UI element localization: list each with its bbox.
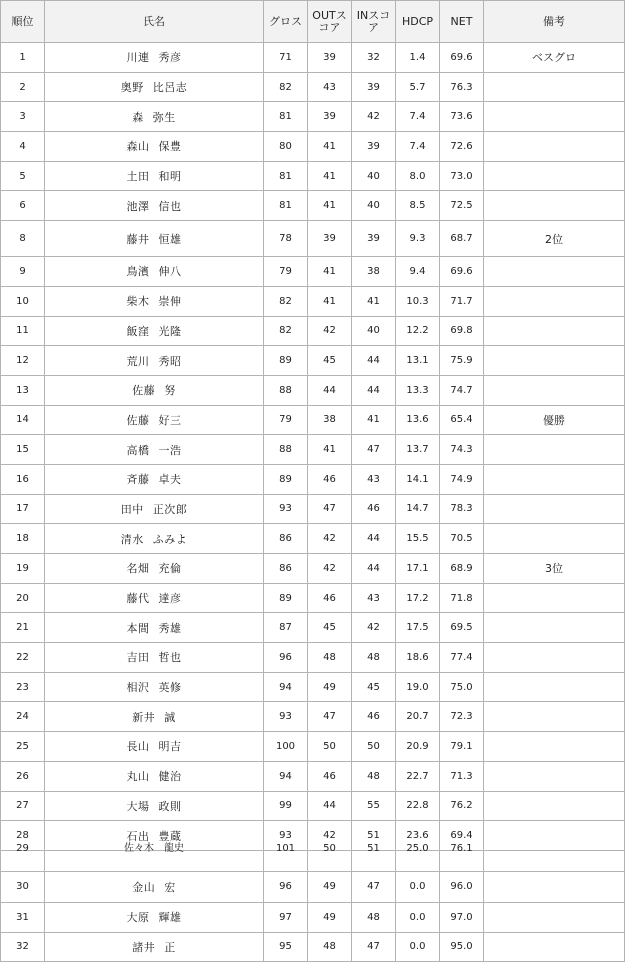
- cell-note: [484, 191, 625, 221]
- cell-hdcp: 23.6: [396, 821, 440, 851]
- cell-hdcp: 0.0: [396, 871, 440, 902]
- cell-note: 優勝: [484, 405, 625, 435]
- cell-hdcp: 13.6: [396, 405, 440, 435]
- cell-gross: 82: [264, 72, 308, 102]
- cell-name: 丸山 健治: [45, 761, 264, 791]
- cell-name: 荒川 秀昭: [45, 346, 264, 376]
- cell-net: 72.5: [440, 191, 484, 221]
- cell-gross: 96: [264, 643, 308, 673]
- cell-hdcp: 25.0: [396, 850, 440, 871]
- table-row-clipped: [1, 850, 625, 871]
- table-row: [1, 375, 625, 405]
- cell-out: 41: [308, 286, 352, 316]
- cell-gross: 81: [264, 161, 308, 191]
- col-header-in-score: INスコ ア: [352, 1, 396, 43]
- cell-net: 70.5: [440, 524, 484, 554]
- cell-net: 68.7: [440, 221, 484, 257]
- cell-note: [484, 871, 625, 902]
- cell-in: 51: [352, 821, 396, 851]
- cell-rank: 14: [1, 405, 45, 435]
- cell-rank: 6: [1, 191, 45, 221]
- table-row: [1, 464, 625, 494]
- cell-rank: 20: [1, 583, 45, 613]
- cell-hdcp: 20.7: [396, 702, 440, 732]
- cell-gross: 80: [264, 132, 308, 162]
- cell-gross: 81: [264, 102, 308, 132]
- cell-rank: 24: [1, 702, 45, 732]
- cell-rank: 16: [1, 464, 45, 494]
- cell-in: 39: [352, 221, 396, 257]
- table-row: [1, 672, 625, 702]
- cell-rank: 22: [1, 643, 45, 673]
- cell-out: 49: [308, 672, 352, 702]
- cell-net: 71.8: [440, 583, 484, 613]
- cell-out: 45: [308, 346, 352, 376]
- cell-note: [484, 932, 625, 962]
- cell-name: 藤井 恒雄: [45, 221, 264, 257]
- cell-note: [484, 286, 625, 316]
- cell-gross: 101: [264, 850, 308, 871]
- cell-net: 74.9: [440, 464, 484, 494]
- cell-net: 75.0: [440, 672, 484, 702]
- cell-net: 76.1: [440, 850, 484, 871]
- cell-in: 47: [352, 435, 396, 465]
- cell-hdcp: 22.8: [396, 791, 440, 821]
- cell-gross: 100: [264, 732, 308, 762]
- cell-in: 44: [352, 346, 396, 376]
- cell-name: 飯窪 光隆: [45, 316, 264, 346]
- cell-net: 78.3: [440, 494, 484, 524]
- cell-name: 諸井 正: [45, 932, 264, 962]
- cell-net: 73.0: [440, 161, 484, 191]
- cell-out: 39: [308, 102, 352, 132]
- col-header-out-score: OUTス コア: [308, 1, 352, 43]
- cell-rank: 32: [1, 932, 45, 962]
- table-row: [1, 257, 625, 287]
- cell-in: 44: [352, 375, 396, 405]
- cell-name: 吉田 哲也: [45, 643, 264, 673]
- cell-gross: 86: [264, 524, 308, 554]
- cell-note: [484, 435, 625, 465]
- cell-net: 74.3: [440, 435, 484, 465]
- cell-note: [484, 702, 625, 732]
- cell-in: 43: [352, 583, 396, 613]
- cell-in: 40: [352, 191, 396, 221]
- cell-in: 43: [352, 464, 396, 494]
- cell-net: 95.0: [440, 932, 484, 962]
- table-row: [1, 932, 625, 962]
- cell-out: 39: [308, 221, 352, 257]
- cell-note: [484, 524, 625, 554]
- table-row: [1, 286, 625, 316]
- cell-rank: 28: [1, 821, 45, 851]
- cell-name: 川連 秀彦: [45, 43, 264, 73]
- cell-rank: 8: [1, 221, 45, 257]
- cell-in: 40: [352, 161, 396, 191]
- cell-note: 3位: [484, 554, 625, 584]
- cell-rank: 11: [1, 316, 45, 346]
- cell-net: 69.6: [440, 43, 484, 73]
- cell-gross: 94: [264, 761, 308, 791]
- cell-name: 森 弥生: [45, 102, 264, 132]
- cell-in: 48: [352, 761, 396, 791]
- cell-out: 38: [308, 405, 352, 435]
- table-row: [1, 702, 625, 732]
- cell-rank: 3: [1, 102, 45, 132]
- cell-rank: 23: [1, 672, 45, 702]
- col-header-hdcp: HDCP: [396, 1, 440, 43]
- cell-net: 72.3: [440, 702, 484, 732]
- cell-rank: 18: [1, 524, 45, 554]
- cell-note: [484, 102, 625, 132]
- cell-net: 76.3: [440, 72, 484, 102]
- table-row: [1, 132, 625, 162]
- cell-net: 73.6: [440, 102, 484, 132]
- cell-in: 45: [352, 672, 396, 702]
- cell-out: 49: [308, 902, 352, 932]
- cell-net: 75.9: [440, 346, 484, 376]
- cell-note: [484, 902, 625, 932]
- table-row: [1, 643, 625, 673]
- cell-net: 69.4: [440, 821, 484, 851]
- table-row: [1, 161, 625, 191]
- cell-hdcp: 12.2: [396, 316, 440, 346]
- cell-hdcp: 0.0: [396, 902, 440, 932]
- cell-rank: 1: [1, 43, 45, 73]
- cell-note: [484, 346, 625, 376]
- cell-out: 46: [308, 583, 352, 613]
- cell-hdcp: 0.0: [396, 932, 440, 962]
- cell-name: 佐藤 努: [45, 375, 264, 405]
- cell-note: [484, 316, 625, 346]
- cell-rank: 9: [1, 257, 45, 287]
- cell-name: 森山 保豊: [45, 132, 264, 162]
- cell-gross: 82: [264, 316, 308, 346]
- cell-note: [484, 732, 625, 762]
- cell-net: 68.9: [440, 554, 484, 584]
- cell-gross: 94: [264, 672, 308, 702]
- col-header-note: 備考: [484, 1, 625, 43]
- cell-net: 97.0: [440, 902, 484, 932]
- cell-hdcp: 7.4: [396, 102, 440, 132]
- cell-out: 45: [308, 613, 352, 643]
- cell-gross: 93: [264, 494, 308, 524]
- cell-out: 47: [308, 494, 352, 524]
- cell-note: [484, 850, 625, 871]
- cell-out: 48: [308, 932, 352, 962]
- cell-in: 44: [352, 524, 396, 554]
- cell-name: 鳥濱 伸八: [45, 257, 264, 287]
- cell-out: 39: [308, 43, 352, 73]
- cell-hdcp: 17.5: [396, 613, 440, 643]
- table-row: [1, 791, 625, 821]
- cell-gross: 95: [264, 932, 308, 962]
- table-row: [1, 761, 625, 791]
- cell-out: 41: [308, 161, 352, 191]
- cell-note: [484, 132, 625, 162]
- cell-hdcp: 9.3: [396, 221, 440, 257]
- cell-name: 斉藤 卓夫: [45, 464, 264, 494]
- cell-name: 池澤 信也: [45, 191, 264, 221]
- cell-note: [484, 161, 625, 191]
- cell-name: 名畑 充倫: [45, 554, 264, 584]
- cell-hdcp: 1.4: [396, 43, 440, 73]
- cell-net: 65.4: [440, 405, 484, 435]
- cell-rank: 21: [1, 613, 45, 643]
- cell-note: [484, 494, 625, 524]
- cell-note: [484, 791, 625, 821]
- cell-note: [484, 464, 625, 494]
- cell-gross: 79: [264, 405, 308, 435]
- table-row: [1, 613, 625, 643]
- cell-rank: 19: [1, 554, 45, 584]
- cell-out: 49: [308, 871, 352, 902]
- cell-hdcp: 15.5: [396, 524, 440, 554]
- cell-hdcp: 13.3: [396, 375, 440, 405]
- cell-gross: 71: [264, 43, 308, 73]
- cell-net: 77.4: [440, 643, 484, 673]
- cell-net: 76.2: [440, 791, 484, 821]
- table-row: [1, 821, 625, 851]
- cell-in: 50: [352, 732, 396, 762]
- results-body: [1, 43, 625, 962]
- cell-name: 佐藤 好三: [45, 405, 264, 435]
- cell-in: 47: [352, 871, 396, 902]
- cell-gross: 89: [264, 583, 308, 613]
- cell-net: 79.1: [440, 732, 484, 762]
- col-header-gross: グロス: [264, 1, 308, 43]
- cell-note: [484, 761, 625, 791]
- cell-gross: 93: [264, 702, 308, 732]
- cell-hdcp: 17.2: [396, 583, 440, 613]
- cell-out: 42: [308, 316, 352, 346]
- cell-hdcp: 13.1: [396, 346, 440, 376]
- cell-net: 69.6: [440, 257, 484, 287]
- cell-rank: 15: [1, 435, 45, 465]
- cell-note: [484, 72, 625, 102]
- cell-rank: 25: [1, 732, 45, 762]
- cell-net: 71.7: [440, 286, 484, 316]
- cell-note: 2位: [484, 221, 625, 257]
- cell-in: 46: [352, 494, 396, 524]
- col-header-name: 氏名: [45, 1, 264, 43]
- cell-net: 72.6: [440, 132, 484, 162]
- table-row: [1, 902, 625, 932]
- cell-out: 42: [308, 821, 352, 851]
- cell-hdcp: 8.0: [396, 161, 440, 191]
- col-header-rank: 順位: [1, 1, 45, 43]
- cell-name: 柴木 崇伸: [45, 286, 264, 316]
- cell-name: 大原 輝雄: [45, 902, 264, 932]
- cell-out: 41: [308, 435, 352, 465]
- cell-note: [484, 583, 625, 613]
- cell-out: 46: [308, 761, 352, 791]
- cell-hdcp: 9.4: [396, 257, 440, 287]
- cell-gross: 88: [264, 435, 308, 465]
- cell-out: 41: [308, 191, 352, 221]
- cell-out: 46: [308, 464, 352, 494]
- cell-in: 47: [352, 932, 396, 962]
- cell-hdcp: 8.5: [396, 191, 440, 221]
- cell-rank: 4: [1, 132, 45, 162]
- cell-in: 55: [352, 791, 396, 821]
- cell-net: 69.8: [440, 316, 484, 346]
- cell-name: 相沢 英修: [45, 672, 264, 702]
- cell-gross: 82: [264, 286, 308, 316]
- cell-hdcp: 10.3: [396, 286, 440, 316]
- cell-out: 42: [308, 524, 352, 554]
- cell-out: 42: [308, 554, 352, 584]
- cell-in: 42: [352, 102, 396, 132]
- table-row: [1, 346, 625, 376]
- cell-net: 69.5: [440, 613, 484, 643]
- header-row: [1, 1, 625, 43]
- cell-out: 47: [308, 702, 352, 732]
- cell-in: 41: [352, 286, 396, 316]
- table-row: [1, 871, 625, 902]
- cell-rank: 29: [1, 850, 45, 871]
- table-row: [1, 43, 625, 73]
- cell-out: 41: [308, 257, 352, 287]
- cell-hdcp: 14.1: [396, 464, 440, 494]
- cell-gross: 99: [264, 791, 308, 821]
- cell-in: 39: [352, 72, 396, 102]
- cell-rank: 2: [1, 72, 45, 102]
- cell-out: 50: [308, 850, 352, 871]
- cell-net: 71.3: [440, 761, 484, 791]
- cell-note: [484, 643, 625, 673]
- cell-name: 金山 宏: [45, 871, 264, 902]
- cell-in: 40: [352, 316, 396, 346]
- cell-out: 44: [308, 791, 352, 821]
- table-row: [1, 405, 625, 435]
- cell-in: 41: [352, 405, 396, 435]
- cell-note: [484, 257, 625, 287]
- cell-out: 43: [308, 72, 352, 102]
- cell-rank: 27: [1, 791, 45, 821]
- cell-in: 48: [352, 643, 396, 673]
- cell-name: 長山 明吉: [45, 732, 264, 762]
- cell-gross: 86: [264, 554, 308, 584]
- cell-rank: 31: [1, 902, 45, 932]
- cell-name: 新井 誠: [45, 702, 264, 732]
- cell-gross: 88: [264, 375, 308, 405]
- cell-hdcp: 20.9: [396, 732, 440, 762]
- cell-in: 39: [352, 132, 396, 162]
- cell-hdcp: 19.0: [396, 672, 440, 702]
- cell-gross: 81: [264, 191, 308, 221]
- cell-gross: 79: [264, 257, 308, 287]
- cell-note: [484, 672, 625, 702]
- cell-in: 44: [352, 554, 396, 584]
- cell-out: 41: [308, 132, 352, 162]
- cell-name: 清水 ふみよ: [45, 524, 264, 554]
- cell-out: 44: [308, 375, 352, 405]
- table-row: [1, 524, 625, 554]
- cell-in: 46: [352, 702, 396, 732]
- cell-hdcp: 14.7: [396, 494, 440, 524]
- table-row: [1, 102, 625, 132]
- cell-rank: 26: [1, 761, 45, 791]
- cell-hdcp: 13.7: [396, 435, 440, 465]
- cell-out: 50: [308, 732, 352, 762]
- cell-name: 石出 豊蔵: [45, 821, 264, 851]
- cell-hdcp: 18.6: [396, 643, 440, 673]
- cell-out: 48: [308, 643, 352, 673]
- cell-net: 74.7: [440, 375, 484, 405]
- cell-in: 51: [352, 850, 396, 871]
- table-row: [1, 583, 625, 613]
- cell-hdcp: 5.7: [396, 72, 440, 102]
- cell-hdcp: 17.1: [396, 554, 440, 584]
- cell-name: 藤代 達彦: [45, 583, 264, 613]
- cell-gross: 87: [264, 613, 308, 643]
- cell-name: 田中 正次郎: [45, 494, 264, 524]
- cell-gross: 96: [264, 871, 308, 902]
- table-row: [1, 732, 625, 762]
- cell-in: 48: [352, 902, 396, 932]
- table-row: [1, 221, 625, 257]
- cell-gross: 89: [264, 346, 308, 376]
- cell-name: 本間 秀雄: [45, 613, 264, 643]
- table-row: [1, 72, 625, 102]
- cell-in: 38: [352, 257, 396, 287]
- cell-note: [484, 613, 625, 643]
- cell-gross: 89: [264, 464, 308, 494]
- cell-hdcp: 22.7: [396, 761, 440, 791]
- cell-name: 大場 政則: [45, 791, 264, 821]
- cell-rank: 30: [1, 871, 45, 902]
- cell-hdcp: 7.4: [396, 132, 440, 162]
- cell-rank: 13: [1, 375, 45, 405]
- cell-gross: 78: [264, 221, 308, 257]
- cell-rank: 12: [1, 346, 45, 376]
- cell-rank: 5: [1, 161, 45, 191]
- cell-in: 42: [352, 613, 396, 643]
- cell-name: 奥野 比呂志: [45, 72, 264, 102]
- cell-net: 96.0: [440, 871, 484, 902]
- table-row: [1, 494, 625, 524]
- cell-note: ベスグロ: [484, 43, 625, 73]
- cell-gross: 97: [264, 902, 308, 932]
- table-row: [1, 316, 625, 346]
- cell-note: [484, 821, 625, 851]
- cell-note: [484, 375, 625, 405]
- cell-gross: 93: [264, 821, 308, 851]
- table-row: [1, 435, 625, 465]
- col-header-net: NET: [440, 1, 484, 43]
- cell-rank: 17: [1, 494, 45, 524]
- cell-name: 高橋 一浩: [45, 435, 264, 465]
- cell-in: 32: [352, 43, 396, 73]
- cell-name: 土田 和明: [45, 161, 264, 191]
- cell-rank: 10: [1, 286, 45, 316]
- table-row: [1, 191, 625, 221]
- table-row: [1, 554, 625, 584]
- cell-name: 佐々木 龍史: [45, 850, 264, 871]
